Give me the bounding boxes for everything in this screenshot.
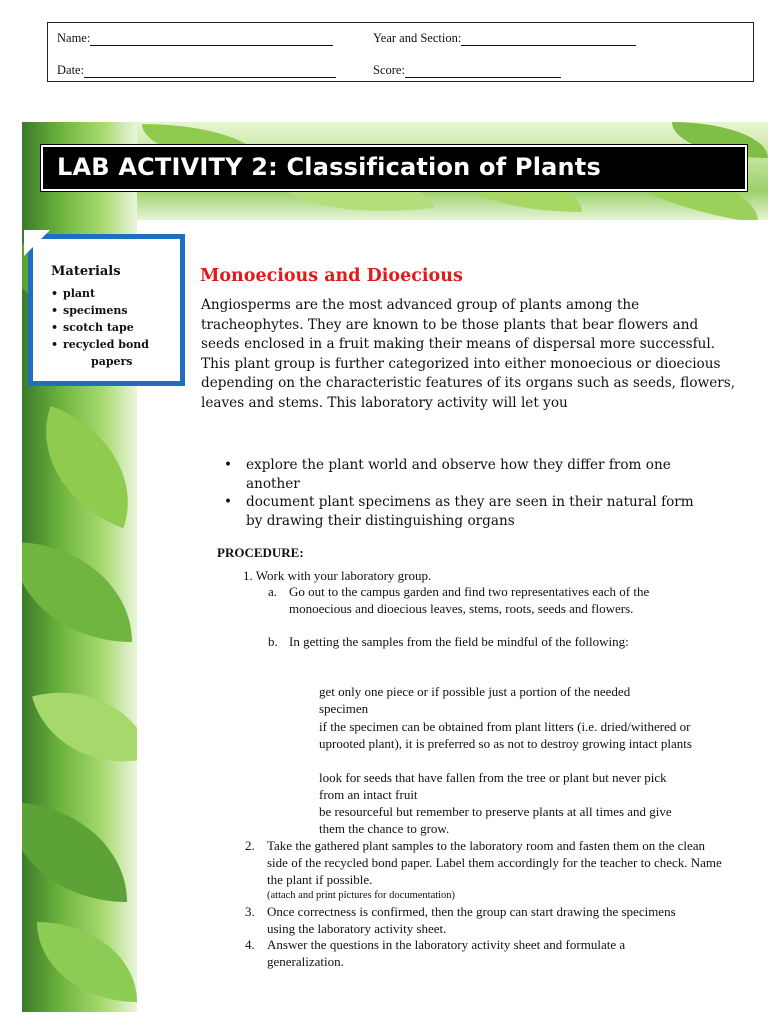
materials-heading: Materials [51, 264, 121, 279]
guideline-item: be resourceful but remember to preserve plants at all times and give them the chance to grow. [319, 804, 672, 836]
section-heading: Monoecious and Dioecious [200, 266, 463, 286]
date-line[interactable] [84, 65, 336, 78]
materials-item: • scotch tape [51, 319, 186, 336]
guideline-item: if the specimen can be obtained from plant litters (i.e. dried/withered or uprooted plant), it is preferred so as not to destroy growing intact plants [319, 719, 692, 751]
title-banner [41, 145, 747, 191]
name-line[interactable] [90, 33, 333, 46]
materials-item: • plant [51, 285, 186, 302]
step-2-label: 2. [245, 838, 255, 853]
step-2: Take the gathered plant samples to the laboratory room and fasten them on the clean side of the recycled bond paper. Label them accordingly for the teacher to check. Name the plant if possible. [267, 838, 722, 887]
step-1a: Go out to the campus garden and find two representatives each of the monoecious and dioecious leaves, stems, roots, seeds and flowers. [289, 584, 650, 616]
step-4: Answer the questions in the laboratory activity sheet and formulate a generalization. [267, 937, 626, 969]
materials-item: papers [91, 355, 133, 368]
page-title: LAB ACTIVITY 2: Classification of Plants [57, 153, 601, 181]
student-info-box [47, 22, 754, 82]
step-4-label: 4. [245, 937, 255, 952]
guideline-item: look for seeds that have fallen from the tree or plant but never pick from an intact fruit [319, 770, 667, 802]
year-section-field [373, 31, 636, 46]
materials-item: • specimens [51, 302, 186, 319]
date-field [57, 63, 336, 78]
objectives-list [224, 456, 714, 530]
step-3: Once correctness is confirmed, then the group can start drawing the specimens using the laboratory activity sheet. [267, 904, 676, 936]
materials-list [51, 285, 186, 370]
intro-paragraph: Angiosperms are the most advanced group of plants among the tracheophytes. They are known to be those plants that bear flowers and seeds enclosed in a fruit making their means of dispersal more successful. This plant group is further categorized into either monoecious or dioecious depending on the characteristic features of its organs such as seeds, flowers, leaves and stems. This laboratory activity will let you [201, 297, 736, 411]
procedure-heading: PROCEDURE: [217, 545, 304, 560]
guideline-item: get only one piece or if possible just a portion of the needed specimen [319, 684, 631, 716]
step-2-note: (attach and print pictures for documentation) [267, 890, 456, 901]
materials-box [28, 234, 185, 386]
objective-item: • explore the plant world and observe how they differ from one another [224, 456, 714, 493]
materials-item: • recycled bond [51, 336, 186, 353]
score-field [373, 63, 561, 78]
year-section-label: Year and Section: [373, 31, 462, 45]
step-3-label: 3. [245, 904, 255, 919]
step-1b: In getting the samples from the field be mindful of the following: [289, 634, 629, 649]
materials-box-corner [24, 230, 50, 256]
step-1a-label: a. [268, 584, 278, 599]
name-field [57, 31, 333, 46]
name-label: Name: [57, 31, 91, 45]
score-label: Score: [373, 63, 405, 77]
date-label: Date: [57, 63, 85, 77]
step-1: 1. Work with your laboratory group. [243, 568, 432, 583]
objective-item: • document plant specimens as they are seen in their natural form by drawing their distinguishing organs [224, 493, 714, 530]
year-section-line[interactable] [461, 33, 636, 46]
step-1b-label: b. [268, 634, 278, 649]
score-line[interactable] [405, 65, 561, 78]
